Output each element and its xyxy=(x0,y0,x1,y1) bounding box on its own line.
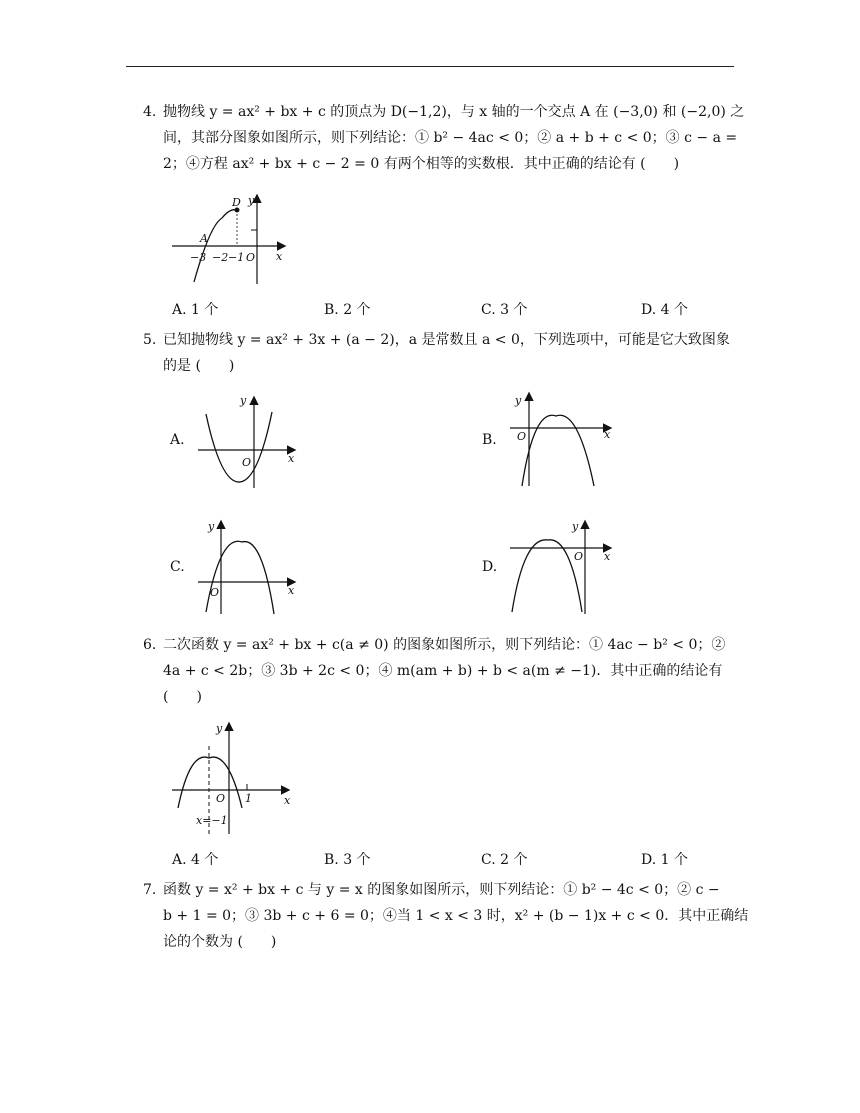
x-axis-label: x xyxy=(284,794,291,807)
question-text-line: 的是 ( ) xyxy=(163,358,235,374)
option-b[interactable]: B. 2 个 xyxy=(324,302,371,318)
svg-text:O: O xyxy=(517,430,527,443)
svg-text:O: O xyxy=(210,586,220,599)
origin-label: O xyxy=(246,251,256,264)
question-text-line: 抛物线 y = ax² + bx + c 的顶点为 D(−1,2)，与 x 轴的一个交点 A 在 (−3,0) 和 (−2,0) 之 xyxy=(163,104,745,120)
option-b[interactable]: B. 3 个 xyxy=(324,852,371,868)
question-text-line: 间，其部分图象如图所示，则下列结论：① b² − 4ac < 0；② a + b + c < 0；③ c − a = xyxy=(163,130,738,146)
option-a[interactable]: A. 1 个 xyxy=(172,302,219,318)
origin-label: O xyxy=(216,792,226,805)
question-text-line: 函数 y = x² + bx + c 与 y = x 的图象如图所示，则下列结论：① b² − 4c < 0；② c − xyxy=(163,882,720,898)
svg-text:y: y xyxy=(515,394,522,407)
question-5 xyxy=(143,327,736,379)
point-a-label: A xyxy=(200,232,208,245)
question-number: 7. xyxy=(143,882,157,898)
q5-graph-d xyxy=(508,518,618,618)
tick-label: −2 xyxy=(212,251,229,264)
question-number: 5. xyxy=(143,332,157,348)
svg-text:y: y xyxy=(572,520,579,533)
option-a[interactable]: A. 4 个 xyxy=(172,852,219,868)
option-b-label[interactable]: B. xyxy=(482,432,497,448)
svg-text:x: x xyxy=(288,452,295,465)
tick-label: −1 xyxy=(228,251,245,264)
option-c[interactable]: C. 3 个 xyxy=(481,302,528,318)
x-axis-label: x xyxy=(276,250,283,263)
header-rule xyxy=(126,66,734,67)
q5-graph-c xyxy=(196,518,306,618)
option-a-label[interactable]: A. xyxy=(170,432,185,448)
svg-text:O: O xyxy=(242,456,252,469)
svg-text:y: y xyxy=(208,520,215,533)
tick-label: −3 xyxy=(190,251,207,264)
svg-text:x: x xyxy=(288,584,295,597)
y-axis-label: y xyxy=(216,722,223,735)
q6-graph xyxy=(170,720,300,836)
q6-options xyxy=(168,849,728,873)
question-text-line: ( ) xyxy=(163,689,202,705)
option-d-label[interactable]: D. xyxy=(482,559,498,575)
svg-text:O: O xyxy=(574,550,584,563)
q5-graph-b xyxy=(508,390,618,490)
symmetry-label: x=−1 xyxy=(196,814,228,827)
svg-text:y: y xyxy=(240,394,247,407)
question-text-line: 二次函数 y = ax² + bx + c(a ≠ 0) 的图象如图所示，则下列结论：① 4ac − b² < 0；② xyxy=(163,637,726,653)
option-c[interactable]: C. 2 个 xyxy=(481,852,528,868)
q5-graph-a xyxy=(196,392,306,492)
question-number: 4. xyxy=(143,104,157,120)
question-text-line: 已知抛物线 y = ax² + 3x + (a − 2)，a 是常数且 a < 0，下列选项中，可能是它大致图象 xyxy=(163,332,730,348)
question-text-line: b + 1 = 0；③ 3b + c + 6 = 0；④当 1 < x < 3 时，x² + (b − 1)x + c < 0．其中正确结 xyxy=(163,908,749,924)
question-number: 6. xyxy=(143,637,157,653)
tick-label: 1 xyxy=(245,792,252,805)
svg-text:x: x xyxy=(604,550,611,563)
q4-graph xyxy=(166,190,296,290)
question-4 xyxy=(143,99,745,177)
svg-text:x: x xyxy=(604,428,611,441)
question-text-line: 2；④方程 ax² + bx + c − 2 = 0 有两个相等的实数根．其中正确的结论有 ( ) xyxy=(163,156,680,172)
point-d-label: D xyxy=(232,196,241,209)
question-text-line: 4a + c < 2b；③ 3b + 2c < 0；④ m(am + b) + b < a(m ≠ −1)．其中正确的结论有 xyxy=(163,663,723,679)
question-7 xyxy=(143,877,749,955)
question-text-line: 论的个数为 ( ) xyxy=(163,934,277,950)
question-6 xyxy=(143,632,736,710)
option-d[interactable]: D. 1 个 xyxy=(641,852,688,868)
option-c-label[interactable]: C. xyxy=(170,559,185,575)
option-d[interactable]: D. 4 个 xyxy=(641,302,688,318)
parabola-curve xyxy=(178,757,242,808)
y-axis-label: y xyxy=(248,194,255,207)
q4-options xyxy=(168,299,728,323)
